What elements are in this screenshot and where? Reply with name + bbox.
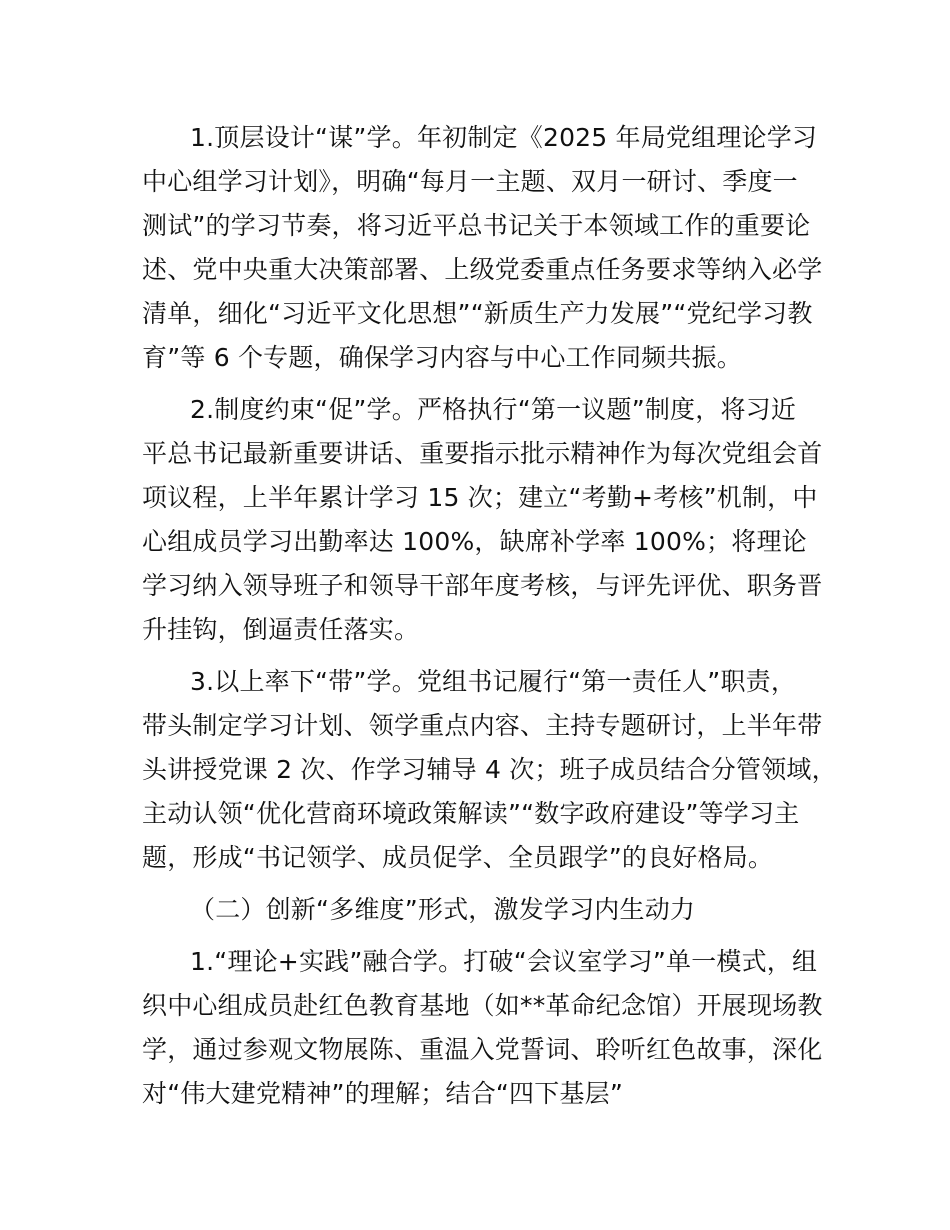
paragraph-2-line-3: 项议程，上半年累计学习 15 次；建立“考勤+考核”机制，中 <box>142 483 818 512</box>
paragraph-3-line-5: 题，形成“书记领学、成员促学、全员跟学”的良好格局。 <box>142 843 774 872</box>
paragraph-1-line-6: 育”等 6 个专题，确保学习内容与中心工作同频共振。 <box>142 343 742 372</box>
paragraph-2-line-1: 2.制度约束“促”学。严格执行“第一议题”制度，将习近 <box>190 395 797 424</box>
paragraph-2-line-6: 升挂钩，倒逼责任落实。 <box>142 615 420 644</box>
paragraph-1-line-5: 清单，细化“习近平文化思想”“新质生产力发展”“党纪学习教 <box>142 299 813 328</box>
paragraph-4-line-4: 对“伟大建党精神”的理解；结合“四下基层” <box>142 1079 624 1108</box>
paragraph-1-line-3: 测试”的学习节奏，将习近平总书记关于本领域工作的重要论 <box>142 211 811 240</box>
section-heading: （二）创新“多维度”形式，激发学习内生动力 <box>190 895 696 924</box>
paragraph-4-line-2: 织中心组成员赴红色教育基地（如**革命纪念馆）开展现场教 <box>142 991 823 1020</box>
paragraph-3-line-2: 带头制定学习计划、领学重点内容、主持专题研讨，上半年带 <box>142 711 823 740</box>
paragraph-2-line-4: 心组成员学习出勤率达 100%，缺席补学率 100%；将理论 <box>142 527 807 556</box>
paragraph-3-line-3: 头讲授党课 2 次、作学习辅导 4 次；班子成员结合分管领域， <box>142 755 837 784</box>
paragraph-1-line-2: 中心组学习计划》，明确“每月一主题、双月一研讨、季度一 <box>142 167 798 196</box>
paragraph-3-line-1: 3.以上率下“带”学。党组书记履行“第一责任人”职责， <box>190 667 797 696</box>
paragraph-2-line-5: 学习纳入领导班子和领导干部年度考核，与评先评优、职务晋 <box>142 571 823 600</box>
paragraph-2-line-2: 平总书记最新重要讲话、重要指示批示精神作为每次党组会首 <box>142 439 823 468</box>
paragraph-1-line-4: 述、党中央重大决策部署、上级党委重点任务要求等纳入必学 <box>142 255 823 284</box>
paragraph-4-line-1: 1.“理论+实践”融合学。打破“会议室学习”单一模式，组 <box>190 947 818 976</box>
paragraph-1-line-1: 1.顶层设计“谋”学。年初制定《2025 年局党组理论学习 <box>190 123 818 152</box>
paragraph-3-line-4: 主动认领“优化营商环境政策解读”“数字政府建设”等学习主 <box>142 799 800 828</box>
paragraph-4-line-3: 学，通过参观文物展陈、重温入党誓词、聆听红色故事，深化 <box>142 1035 823 1064</box>
